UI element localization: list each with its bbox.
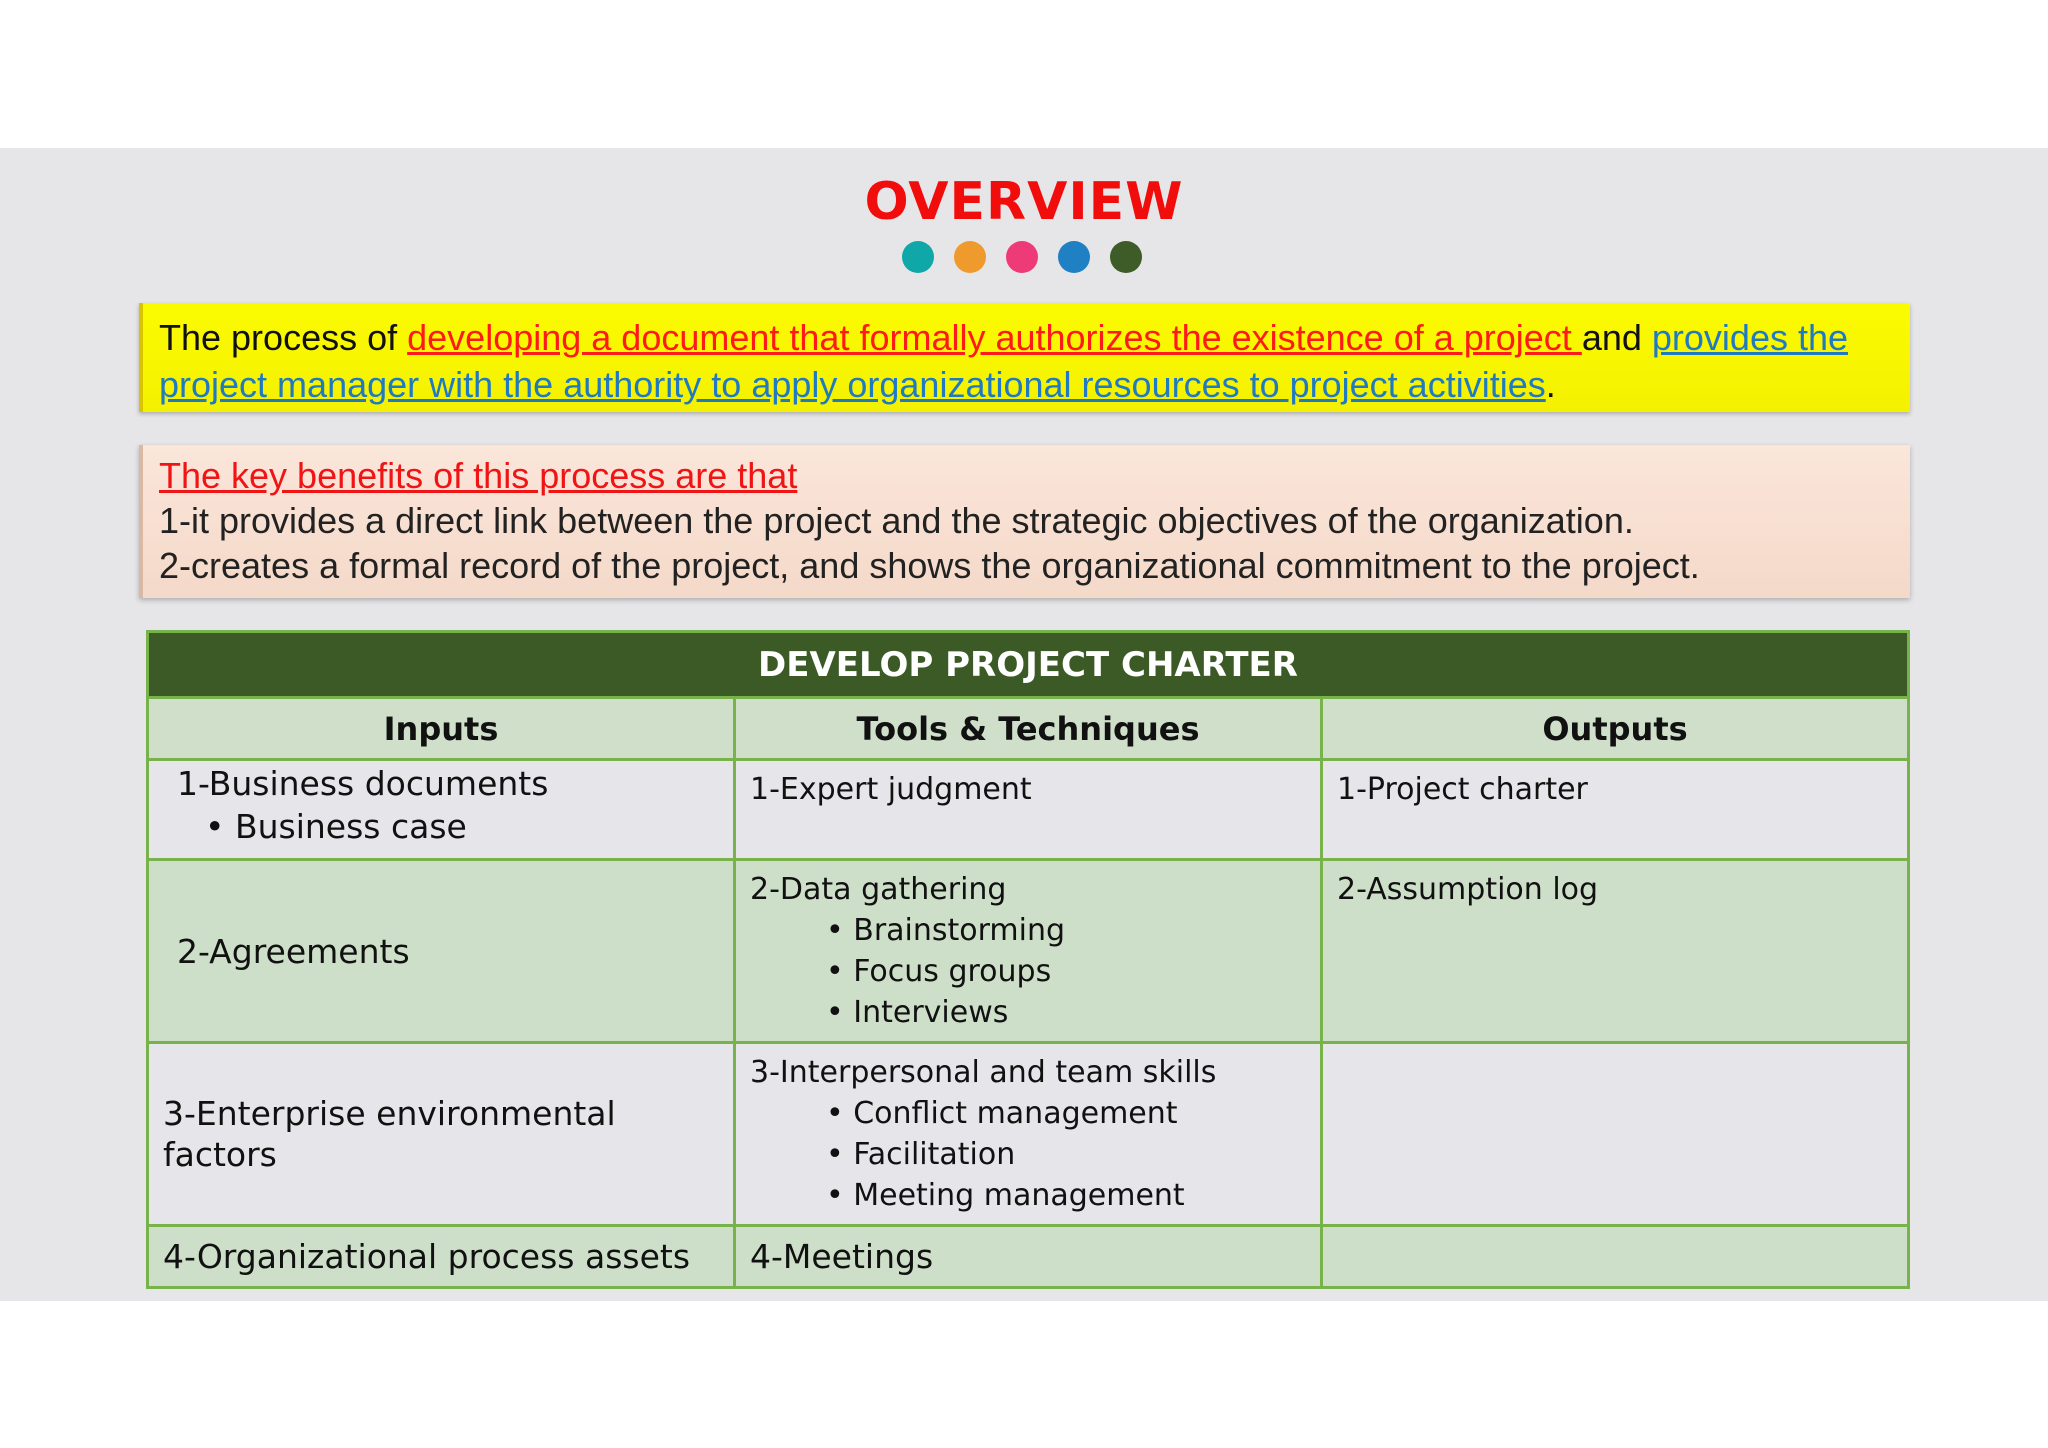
input-cell [148,1226,735,1288]
column-header-inputs: Inputs [148,698,735,760]
input-text: 4-Organizational process assets [163,1237,691,1276]
tool-subitem: • Brainstorming [826,913,1066,948]
benefit-item: 1-it provides a direct link between the project and the strategic objectives of the organization. [159,500,1634,541]
tool-subitem: • Focus groups [826,954,1052,989]
tool-subitem: • Interviews [826,995,1009,1030]
tool-subitem: • Facilitation [826,1137,1016,1172]
benefits-heading: The key benefits of this process are that [159,455,798,496]
tool-subitem: • Meeting management [826,1178,1185,1213]
table-row [148,760,1909,860]
output-cell [1322,1043,1909,1226]
definition-red-text: developing a document that formally authorizes the existence of a project [407,317,1582,358]
output-text: 2-Assumption log [1337,872,1599,907]
definition-middle: and [1581,317,1652,358]
output-cell [1322,1226,1909,1288]
tool-cell [735,760,1322,860]
column-header-outputs: Outputs [1322,698,1909,760]
tool-text: 2-Data gathering [750,872,1007,907]
dot-green [1110,241,1142,273]
table-title: DEVELOP PROJECT CHARTER [148,632,1909,698]
tool-cell [735,1043,1322,1226]
column-header-tools: Tools & Techniques [735,698,1322,760]
tool-text: 3-Interpersonal and team skills [750,1055,1217,1090]
definition-prefix: The process of [159,317,408,358]
table-row [148,1226,1909,1288]
table-row [148,860,1909,1043]
input-text: 3-Enterprise environmental factors [163,1094,616,1174]
input-cell [148,760,735,860]
tool-text: 4-Meetings [750,1237,934,1276]
dot-blue [1058,241,1090,273]
dot-teal [902,241,934,273]
tool-cell [735,860,1322,1043]
overview-title: OVERVIEW [864,172,1184,232]
dot-pink [1006,241,1038,273]
decorative-dots [902,241,1142,273]
input-text: 2-Agreements [177,931,410,971]
input-text: 1-Business documents [177,764,549,803]
benefits-box [139,445,1910,598]
definition-suffix: . [1545,364,1556,405]
input-cell [148,1043,735,1226]
table-row [148,1043,1909,1226]
charter-table [146,630,1910,1289]
input-subitem: • Business case [205,807,467,846]
output-cell [1322,760,1909,860]
tool-subitem: • Conflict management [826,1096,1178,1131]
output-cell [1322,860,1909,1043]
tool-text: 1-Expert judgment [750,772,1032,807]
input-cell [148,860,735,1043]
definition-box [139,303,1910,412]
output-text: 1-Project charter [1337,772,1588,807]
definition-blue-text: provides the project manager with the authority to apply organizational resources to project activities [159,317,1849,405]
dot-orange [954,241,986,273]
tool-cell [735,1226,1322,1288]
benefit-item: 2-creates a formal record of the project, and shows the organizational commitment to the project. [159,545,1700,586]
